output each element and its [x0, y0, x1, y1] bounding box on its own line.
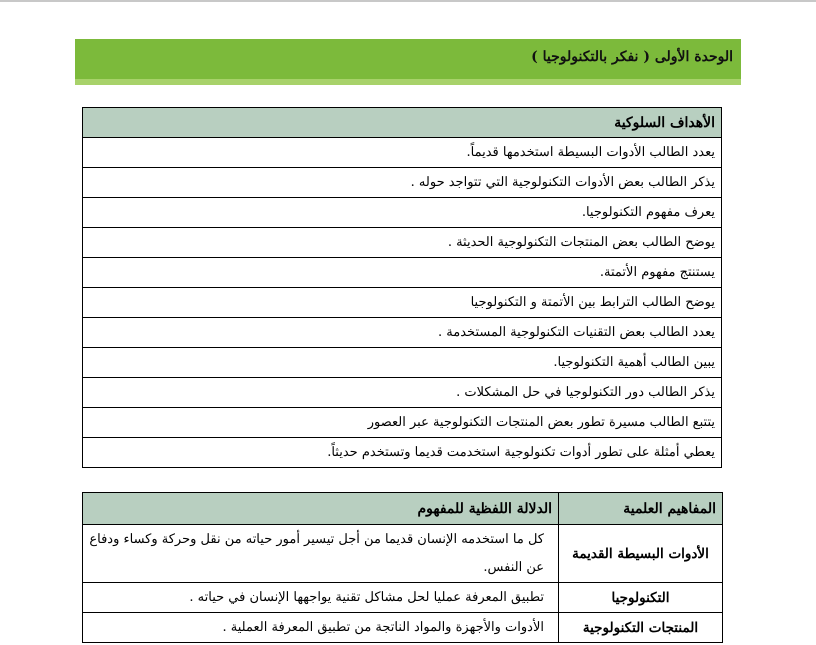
unit-banner [75, 39, 741, 85]
objective-item: يعطي أمثلة على تطور أدوات تكنولوجية استخدمت قديما وتستخدم حديثاً. [83, 438, 722, 468]
concept-definition: تطبيق المعرفة عمليا لحل مشاكل تقنية يواجهها الإنسان في حياته . [83, 583, 559, 613]
top-rule [0, 0, 816, 2]
concepts-header-term: المفاهيم العلمية [559, 493, 723, 525]
concept-definition: كل ما استخدمه الإنسان قديما من أجل تيسير أمور حياته من نقل وحركة وكساء ودفاع عن النفس. [83, 525, 559, 583]
objective-item: يوضح الطالب الترابط بين الأتمتة و التكنولوجيا [83, 288, 722, 318]
objective-item: يوضح الطالب بعض المنتجات التكنولوجية الحديثة . [83, 228, 722, 258]
objective-item: يعرف مفهوم التكنولوجيا. [83, 198, 722, 228]
objective-item: يعدد الطالب الأدوات البسيطة استخدمها قديماً. [83, 138, 722, 168]
concept-term: المنتجات التكنولوجية [559, 613, 723, 643]
objective-item: يتتبع الطالب مسيرة تطور بعض المنتجات التكنولوجية عبر العصور [83, 408, 722, 438]
objective-item: يستنتج مفهوم الأتمتة. [83, 258, 722, 288]
objective-item: يبين الطالب أهمية التكنولوجيا. [83, 348, 722, 378]
objectives-table [82, 107, 722, 468]
concept-term: الأدوات البسيطة القديمة [559, 525, 723, 583]
concepts-header-definition: الدلالة اللفظية للمفهوم [83, 493, 559, 525]
objective-item: يعدد الطالب بعض التقنيات التكنولوجية المستخدمة . [83, 318, 722, 348]
concepts-table [82, 492, 723, 643]
objective-item: يذكر الطالب بعض الأدوات التكنولوجية التي تتواجد حوله . [83, 168, 722, 198]
objectives-header: الأهداف السلوكية [83, 108, 722, 138]
concept-definition: الأدوات والأجهزة والمواد الناتجة من تطبيق المعرفة العملية . [83, 613, 559, 643]
unit-title: الوحدة الأولى ( نفكر بالتكنولوجيا ) [531, 49, 733, 65]
objective-item: يذكر الطالب دور التكنولوجيا في حل المشكلات . [83, 378, 722, 408]
concept-term: التكنولوجيا [559, 583, 723, 613]
